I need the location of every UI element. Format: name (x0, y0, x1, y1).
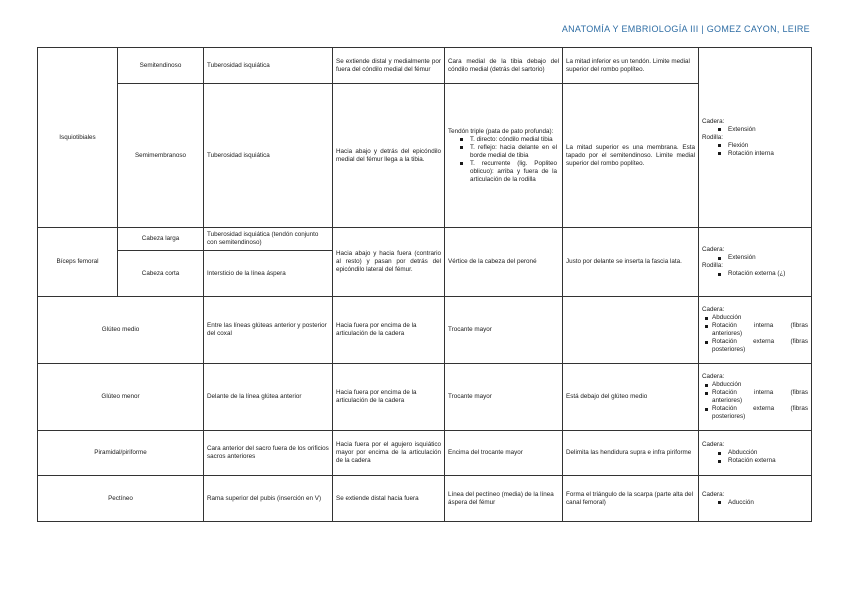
path-cell: Hacia fuera por el agujero isquiático mayor por encima de la articulación de la cadera (333, 431, 445, 476)
action-cell (699, 364, 812, 431)
insertion-cell: Línea del pectíneo (media) de la línea áspera del fémur (445, 476, 563, 522)
insertion-cell: Trocante mayor (445, 297, 563, 364)
action-list (702, 499, 808, 507)
list-item: Aducción (728, 499, 808, 507)
list-item: T. directo: cóndilo medial tibia (470, 136, 557, 144)
action-label: Rodilla: (702, 133, 723, 141)
action-cell (699, 48, 812, 228)
notes-cell (563, 297, 699, 364)
action-list (702, 270, 808, 278)
group-cell: Bíceps femoral (38, 228, 118, 297)
notes-cell: Forma el triángulo de la scarpa (parte alta del canal femoral) (563, 476, 699, 522)
path-cell: Hacia fuera por encima de la articulación de la cadera (333, 297, 445, 364)
insertion-intro: Tendón triple (pata de pato profunda): (448, 127, 554, 135)
insertion-cell: Cara medial de la tibia debajo del cóndilo medial (detrás del sartorio) (445, 48, 563, 84)
muscle-name: Glúteo medio (38, 297, 204, 364)
action-cell (699, 476, 812, 522)
action-cell (699, 431, 812, 476)
muscle-name: Cabeza larga (118, 228, 204, 251)
origin-cell: Delante de la línea glútea anterior (204, 364, 333, 431)
insertion-cell: Vértice de la cabeza del peroné (445, 228, 563, 297)
action-label: Rodilla: (702, 262, 723, 269)
group-cell: Isquiotibiales (38, 48, 118, 228)
notes-cell: La mitad superior es una membrana. Esta tapado por el semitendinoso. Limite medial superior del rombo poplíteo. (563, 84, 699, 228)
list-item: Rotación externa (fibras posteriores) (712, 405, 808, 420)
insertion-cell: Trocante mayor (445, 364, 563, 431)
list-item: T. reflejo: hacia delante en el borde medial de tibia (470, 143, 557, 159)
action-list (702, 126, 808, 134)
insertion-cell (445, 84, 563, 228)
page-header: ANATOMÍA Y EMBRIOLOGÍA III | GOMEZ CAYON, LEIRE (561, 24, 810, 34)
action-cell (699, 297, 812, 364)
action-label: Cadera: (702, 490, 725, 498)
list-item: Rotación externa (¿) (728, 270, 808, 278)
table-row (38, 431, 812, 476)
table-row (38, 228, 812, 251)
action-label: Cadera: (702, 373, 725, 380)
muscle-table (37, 47, 812, 522)
muscle-name: Glúteo menor (38, 364, 204, 431)
origin-cell: Tuberosidad isquiática (204, 48, 333, 84)
notes-cell: La mitad inferior es un tendón. Limite medial superior del rombo poplíteo. (563, 48, 699, 84)
list-item: Extensión (728, 126, 808, 134)
origin-cell: Entre las líneas glúteas anterior y posterior del coxal (204, 297, 333, 364)
list-item: Rotación interna (fibras anteriores) (712, 389, 808, 404)
path-cell: Hacia abajo y hacia fuera (contrario al resto) y pasan por detrás del epicóndilo lateral del fémur. (333, 228, 445, 297)
list-item: Abducción (712, 381, 808, 389)
muscle-name: Semimembranoso (118, 84, 204, 228)
origin-cell: Tuberosidad isquiática (tendón conjunto con semitendinoso) (204, 228, 333, 251)
path-cell: Se extiende distal y medialmente por fuera del cóndilo medial del fémur (333, 48, 445, 84)
list-item: Rotación externa (728, 457, 808, 465)
list-item: Flexión (728, 142, 808, 150)
list-item: Rotación externa (fibras posteriores) (712, 338, 808, 353)
action-list (702, 142, 808, 158)
list-item: Rotación interna (728, 150, 808, 158)
action-list (702, 381, 808, 421)
origin-cell: Cara anterior del sacro fuera de los orificios sacros anteriores (204, 431, 333, 476)
insertion-cell: Encima del trocante mayor (445, 431, 563, 476)
origin-cell: Rama superior del pubis (inserción en V) (204, 476, 333, 522)
list-item: T. recurrente (lig. Popliteo oblicuo): arriba y fuera de la articulación de la rodilla (470, 159, 557, 183)
table-row (38, 297, 812, 364)
action-list (702, 254, 808, 262)
notes-cell: Está debajo del glúteo medio (563, 364, 699, 431)
action-cell (699, 228, 812, 297)
action-label: Cadera: (702, 441, 725, 448)
origin-cell: Intersticio de la línea áspera (204, 251, 333, 297)
list-item: Abducción (712, 314, 808, 322)
origin-cell: Tuberosidad isquiática (204, 84, 333, 228)
table-row (38, 476, 812, 522)
muscle-name: Pectíneo (38, 476, 204, 522)
path-cell: Hacia fuera por encima de la articulación de la cadera (333, 364, 445, 431)
notes-cell: Delimita las hendidura supra e infra piriforme (563, 431, 699, 476)
notes-cell: Justo por delante se inserta la fascia lata. (563, 228, 699, 297)
list-item: Abducción (728, 449, 808, 457)
action-list (702, 449, 808, 465)
list-item: Extensión (728, 254, 808, 262)
insertion-list (448, 136, 559, 184)
action-label: Cadera: (702, 306, 725, 313)
action-label: Cadera: (702, 246, 725, 253)
table-row (38, 48, 812, 84)
table-row (38, 84, 812, 228)
action-list (702, 314, 808, 354)
path-cell: Hacia abajo y detrás del epicóndilo medial del fémur llega a la tibia. (333, 84, 445, 228)
action-label: Cadera: (702, 117, 725, 125)
path-cell: Se extiende distal hacia fuera (333, 476, 445, 522)
muscle-name: Semitendinoso (118, 48, 204, 84)
table-row (38, 364, 812, 431)
list-item: Rotación interna (fibras anteriores) (712, 322, 808, 337)
muscle-name: Piramidal/piriforme (38, 431, 204, 476)
muscle-name: Cabeza corta (118, 251, 204, 297)
